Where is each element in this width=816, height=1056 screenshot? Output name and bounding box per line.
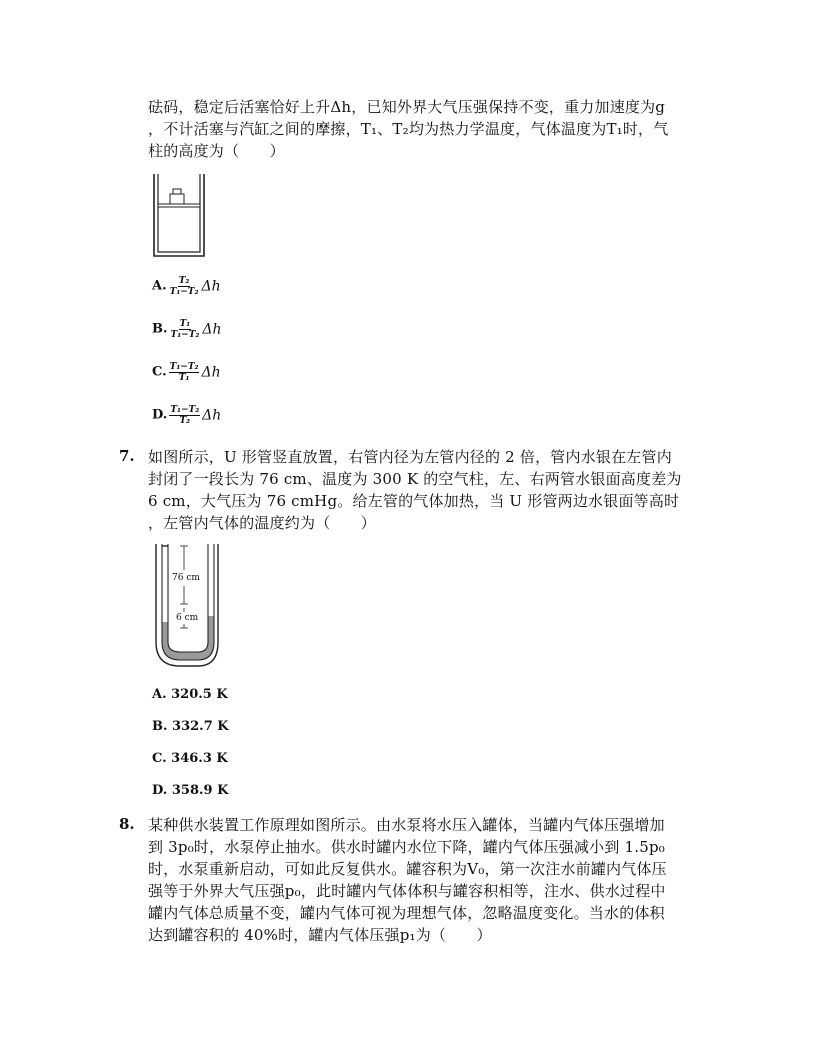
- q7-text-line-2: 封闭了一段长为 76 cm、温度为 300 K 的空气柱，左、右两管水银面高度差为: [148, 470, 682, 488]
- q8-text-line-1: 某种供水装置工作原理如图所示。由水泵将水压入罐体，当罐内气体压强增加: [148, 816, 665, 834]
- q7-option-a[interactable]: A. 320.5 K: [152, 687, 228, 702]
- q8-text-line-5: 罐内气体总质量不变，罐内气体可视为理想气体，忽略温度变化。当水的体积: [148, 904, 665, 922]
- q7-text-line-3: 6 cm，大气压为 76 cmHg。给左管的气体加热，当 U 形管两边水银面等高时: [148, 492, 680, 510]
- q6-text-line-2: ，不计活塞与汽缸之间的摩擦，T₁、T₂均为热力学温度，气体温度为T₁时，气: [148, 120, 669, 138]
- q6-text-line-1: 砝码，稳定后活塞恰好上升Δh，已知外界大气压强保持不变，重力加速度为g: [148, 98, 666, 116]
- q8-text-line-3: 时，水泵重新启动，可如此反复供水。罐容积为V₀，第一次注水前罐内气体压: [148, 860, 667, 878]
- q7-number: 7.: [119, 447, 135, 465]
- q8-text-line-6: 达到罐容积的 40%时，罐内气体压强p₁为（ ）: [148, 926, 492, 944]
- q8-text-line-4: 强等于外界大气压强p₀，此时罐内气体体积与罐容积相等，注水、供水过程中: [148, 882, 666, 900]
- q6-option-c[interactable]: C. $\frac{\text{T₁−T₂}}{\text{T₁}}$ Δh: [152, 362, 221, 383]
- q7-text-line-1: 如图所示，U 形管竖直放置，右管内径为左管内径的 2 倍，管内水银在左管内: [148, 448, 672, 466]
- q7-text-line-4: ，左管内气体的温度约为（ ）: [148, 514, 377, 532]
- q7-option-b[interactable]: B. 332.7 K: [152, 719, 229, 734]
- q7-option-d[interactable]: D. 358.9 K: [152, 783, 229, 798]
- cylinder-piston-figure: [152, 172, 206, 258]
- fig-label-76cm: 76 cm: [172, 573, 200, 583]
- fig-label-6cm: 6 cm: [176, 613, 199, 623]
- q6-option-d[interactable]: D. $\frac{\text{T₁−T₂}}{\text{T₂}}$ Δh: [152, 405, 222, 426]
- q8-text-line-2: 到 3p₀时，水泵停止抽水。供水时罐内水位下降，罐内气体压强减小到 1.5p₀: [148, 838, 665, 856]
- q7-option-c[interactable]: C. 346.3 K: [152, 751, 228, 766]
- q6-text-line-3: 柱的高度为（ ）: [148, 142, 285, 160]
- q8-number: 8.: [119, 815, 135, 833]
- q6-option-b[interactable]: B. $\frac{\text{T₁}}{\text{T₁−T₂}}$ Δh: [152, 319, 222, 340]
- u-tube-figure: [154, 542, 220, 670]
- q6-option-a[interactable]: A. $\frac{\text{T₂}}{\text{T₁−T₂}}$ Δh: [152, 276, 221, 297]
